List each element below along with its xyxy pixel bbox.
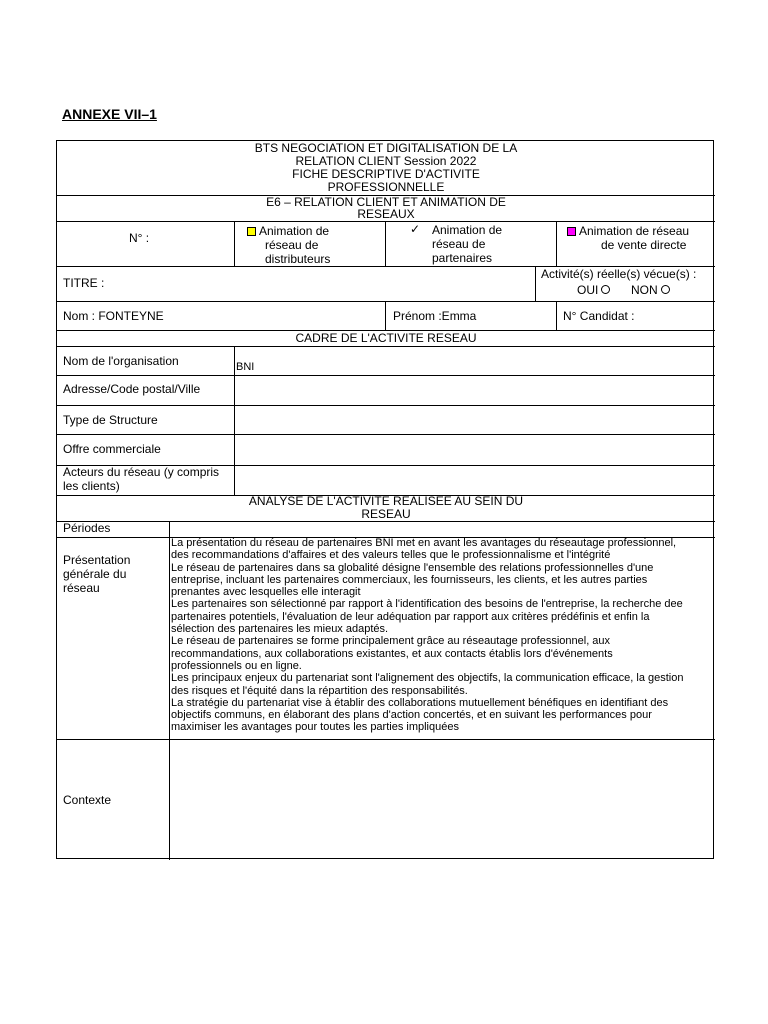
header-line-2: RELATION CLIENT Session 2022 [295,154,477,168]
activity-form [56,140,714,859]
titre-label: TITRE : [63,276,105,290]
option-partenaires-line-1: Animation de [432,223,503,237]
presentation-line: Les partenaires son sélectionné par rapport à l'identification des besoins de l'entreprise, la recherche dee [171,598,683,611]
presentation-line: Le réseau de partenaires dans sa globalité désigne l'ensemble des relations professionnelles d'une [171,561,654,574]
option-vente-directe[interactable]: Animation de réseau [567,224,689,238]
candidat-field: N° Candidat : [563,309,635,323]
cadre-title: CADRE DE L'ACTIVITE RESEAU [295,331,477,345]
cadre-label-organisation: Nom de l'organisation [63,354,179,368]
presentation-line: prenantes avec lesquelles elle interagit [171,586,361,599]
non-radio-icon[interactable] [661,285,670,294]
presentation-line: des risques et l'équité dans la répartition des responsabilités. [171,684,468,697]
presentation-line: La présentation du réseau de partenaires BNI met en avant les avantages du réseautage professionnel, [171,537,677,549]
option-distributeurs[interactable]: Animation de [247,224,329,238]
option-partenaires-line-2: réseau de [432,237,486,251]
epreuve-line-1: E6 – RELATION CLIENT ET ANIMATION DE [266,195,506,209]
option-distributeurs-line-2: réseau de [265,238,319,252]
oui-option[interactable]: OUI [577,283,610,297]
presentation-label: Présentation générale du réseau [63,553,131,595]
activite-label: Activité(s) réelle(s) vécue(s) : [541,267,697,281]
header-line-1: BTS NEGOCIATION ET DIGITALISATION DE LA [254,141,518,155]
nom-field: Nom : FONTEYNE [63,309,164,323]
cadre-label-structure: Type de Structure [63,413,158,427]
checkbox-distributeurs[interactable] [247,227,256,236]
presentation-line: sélection des partenaires les mieux adaptés. [171,623,389,636]
non-option[interactable]: NON [631,283,670,297]
contexte-label: Contexte [63,793,112,807]
checkmark-icon[interactable]: ✓ [410,222,421,236]
presentation-line: maximiser les avantages pour toutes les parties impliquées [171,721,459,734]
header-line-3: FICHE DESCRIPTIVE D'ACTIVITE [292,167,480,181]
presentation-line: La stratégie du partenariat vise à établir des collaborations mutuellement bénéfiques en identifiant des [171,696,669,709]
presentation-line: Les principaux enjeux du partenariat sont l'alignement des objectifs, la communication efficace, la gestion [171,672,684,685]
epreuve-line-2: RESEAUX [357,207,415,221]
presentation-text [171,537,713,734]
presentation-line: Le réseau de partenaires se forme principalement grâce au réseautage professionnel, aux [171,635,611,648]
presentation-line: des recommandations d'affaires et des valeurs telles que le professionnalisme et l'intégrité [171,549,611,562]
analyse-title-line-1: ANALYSE DE L'ACTIVITE REALISEE AU SEIN DU [248,494,524,508]
checkbox-vente-directe[interactable] [567,227,576,236]
cadre-label-offre: Offre commerciale [63,442,161,456]
cadre-value-organisation: BNI [236,361,255,373]
presentation-line: objectifs communs, en élaborant des plans d'action concertés, et en suivant les performances pour [171,709,652,722]
prenom-field: Prénom :Emma [393,309,477,323]
option-distributeurs-line-3: distributeurs [265,252,331,266]
cadre-label-acteurs: Acteurs du réseau (y compris les clients) [63,465,220,493]
presentation-line: professionnels ou en ligne. [171,659,302,672]
annex-title: ANNEXE VII–1 [62,106,157,122]
presentation-line: recommandations, aux collaborations existantes, et aux contacts établis lors d'événements [171,647,613,660]
numero-label: N° : [129,231,150,245]
presentation-line: partenaires potentiels, l'évaluation de leur adéquation par rapport aux critères prédéfinis et enfin la [171,610,650,623]
option-vente-directe-line-2: de vente directe [601,238,687,252]
periodes-label: Périodes [63,521,111,535]
header-line-4: PROFESSIONNELLE [327,180,445,194]
oui-radio-icon[interactable] [601,285,610,294]
analyse-title-line-2: RESEAU [361,507,411,521]
cadre-label-adresse: Adresse/Code postal/Ville [63,382,201,396]
option-partenaires-line-3: partenaires [432,251,493,265]
presentation-line: entreprise, incluant les partenaires commerciaux, les fournisseurs, les clients, et les autres parties [171,573,648,586]
